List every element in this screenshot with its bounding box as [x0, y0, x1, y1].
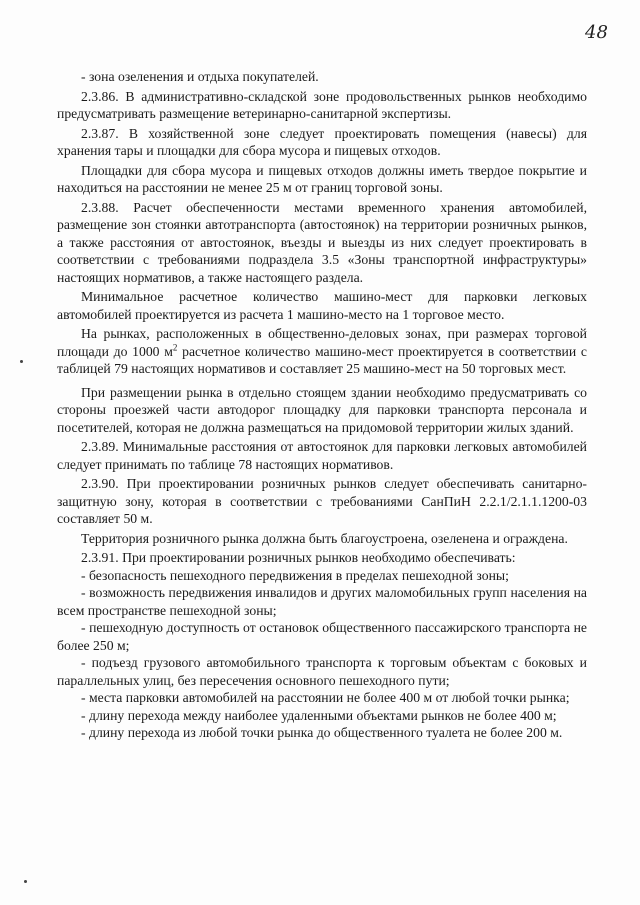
paragraph-2-3-87: 2.3.87. В хозяйственной зоне следует проектировать помещения (навесы) для хранения тары и площадки для сбора мусора и пищевых отходов.: [57, 125, 587, 158]
paragraph-2-3-88: 2.3.88. Расчет обеспеченности местами временного хранения автомобилей, размещение зон стоянки автотранспорта (автостоянок) на территории розничных рынков, а также расстояния от автостоянок, въезды и выезды из них следует проектировать в соответствии с требованиями подраздела 3.5 «Зоны транспортной инфраструктуры» настоящих нормативов, а также настоящего раздела.: [57, 199, 587, 285]
paragraph-market-parking: [57, 325, 587, 378]
paragraph: Площадки для сбора мусора и пищевых отходов должны иметь твердое покрытие и находиться на расстоянии не менее 25 м от границ торговой зоны.: [57, 162, 587, 195]
scan-speck: [24, 880, 27, 883]
text-fragment: На рынках, расположенных в общественно-деловых зонах, при размерах торговой площади до 1000 м: [57, 326, 587, 359]
list-item: - безопасность пешеходного передвижения в пределах пешеходной зоны;: [81, 567, 509, 583]
list-item: - места парковки автомобилей на расстоянии не более 400 м от любой точки рынка;: [81, 690, 570, 705]
page-number: 48: [585, 22, 608, 43]
paragraph-2-3-91: 2.3.91. При проектировании розничных рынков необходимо обеспечивать:: [81, 550, 516, 565]
paragraph: - зона озеленения и отдыха покупателей.: [81, 69, 319, 84]
list-item: - возможность передвижения инвалидов и других маломобильных групп населения на всем пространстве пешеходной зоны;: [57, 585, 587, 618]
paragraph: Территория розничного рынка должна быть благоустроена, озеленена и ограждена.: [81, 530, 568, 546]
paragraph-2-3-86: 2.3.86. В административно-складской зоне продовольственных рынков необходимо предусматривать размещение ветеринарно-санитарной экспертизы.: [57, 88, 587, 121]
paragraph-2-3-89: 2.3.89. Минимальные расстояния от автостоянок для парковки легковых автомобилей следует принимать по таблице 78 настоящих нормативов.: [57, 439, 587, 472]
scan-speck: [20, 360, 23, 363]
superscript: 2: [172, 341, 178, 352]
list-item: - подъезд грузового автомобильного транспорта к торговым объектам с боковых и параллельных улиц, без пересечения основного пешеходного пути;: [57, 655, 587, 688]
text-fragment: расчетное количество машино-мест проектируется в соответствии с таблицей 79 настоящих нормативов и составляет 25 машино-мест на 50 торговых мест.: [57, 343, 587, 376]
list-item: - пешеходную доступность от остановок общественного пассажирского транспорта не более 250 м;: [57, 620, 587, 653]
document-body: [57, 66, 587, 742]
paragraph: При размещении рынка в отдельно стоящем здании необходимо предусматривать со стороны проезжей части автодорог площадку для парковки транспорта персонала и посетителей, которая не должна размещаться на придомовой территории жилых зданий.: [57, 384, 587, 435]
list-item: - длину перехода из любой точки рынка до общественного туалета не более 200 м.: [81, 725, 563, 740]
list-item: - длину перехода между наиболее удаленными объектами рынков не более 400 м;: [81, 707, 557, 723]
paragraph: Минимальное расчетное количество машино-мест для парковки легковых автомобилей проектируется из расчета 1 машино-место на 1 торговое место.: [57, 289, 587, 322]
paragraph-2-3-90: 2.3.90. При проектировании розничных рынков следует обеспечивать санитарно-защитную зону, которая в соответствии с требованиями СанПиН 2.2.1/2.1.1.1200-03 составляет 50 м.: [57, 476, 587, 526]
